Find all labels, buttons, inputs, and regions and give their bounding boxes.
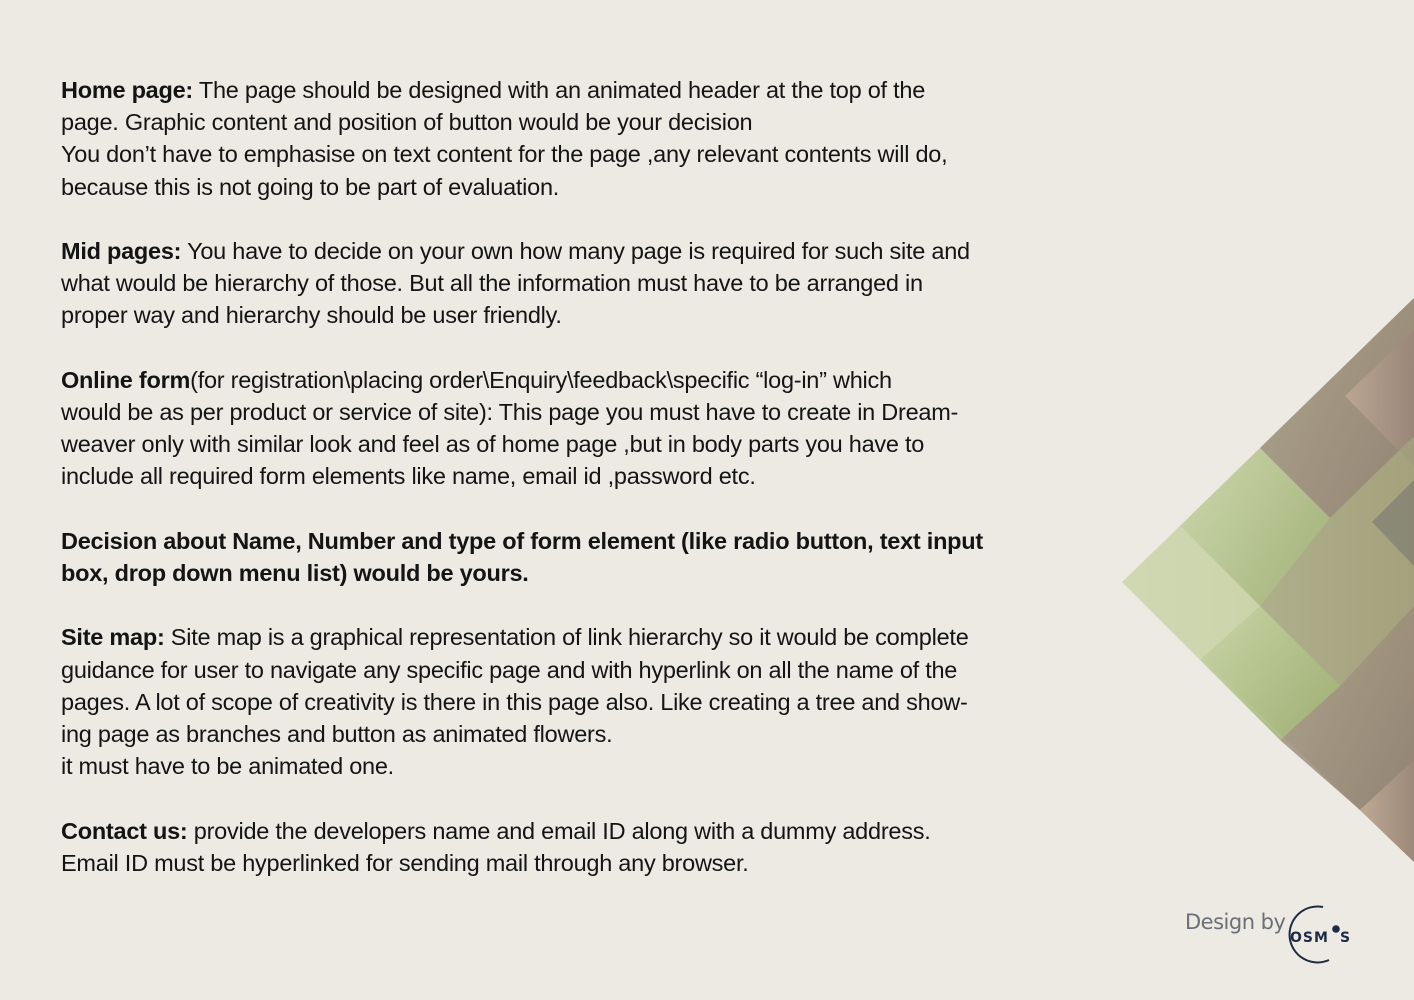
mid-pages-text: You have to decide on your own how many page is required for such site and — [181, 238, 970, 264]
site-map-text: Site map is a graphical representation of link hierarchy so it would be complete — [164, 624, 969, 651]
mid-pages-heading: Mid pages: — [61, 238, 182, 264]
design-by-label: Design by — [1185, 910, 1286, 934]
home-page-text: The page should be designed with an animated header at the top of the — [193, 77, 926, 103]
contact-us-text: provide the developers name and email ID along with a dummy address. — [187, 817, 931, 844]
home-page-text: You don’t have to emphasise on text content for the page ,any relevant contents will do, — [61, 141, 948, 168]
section-contact-us — [61, 815, 1071, 879]
mid-pages-text: what would be hierarchy of those. But all the information must have to be arranged in — [61, 270, 923, 297]
section-decision — [61, 525, 1071, 589]
online-form-text: would be as per product or service of site): This page you must have to create in Dream- — [61, 399, 959, 425]
home-page-text: because this is not going to be part of evaluation. — [61, 173, 560, 200]
online-form-text: (for registration\placing order\Enquiry\feedback\specific “log-in” which — [190, 366, 892, 393]
section-site-map — [61, 621, 1071, 782]
decision-text: box, drop down menu list) would be yours. — [61, 560, 529, 586]
mid-pages-text: proper way and hierarchy should be user friendly. — [61, 302, 562, 329]
svg-text:S: S — [1340, 930, 1351, 946]
decision-text: Decision about Name, Number and type of form element (like radio button, text input — [61, 527, 983, 554]
section-mid-pages — [61, 235, 1071, 332]
site-map-heading: Site map: — [61, 624, 165, 651]
osmos-logo — [1279, 902, 1359, 966]
section-online-form — [61, 364, 1071, 493]
decorative-diamond-graphic — [1110, 290, 1414, 870]
online-form-text: weaver only with similar look and feel as of home page ,but in body parts you have to — [61, 431, 925, 458]
contact-us-heading: Contact us: — [61, 817, 188, 844]
svg-text:OSM: OSM — [1290, 930, 1329, 946]
site-map-text: ing page as branches and button as animated flowers. — [61, 721, 613, 747]
contact-us-text: Email ID must be hyperlinked for sending mail through any browser. — [61, 849, 749, 876]
home-page-heading: Home page: — [61, 77, 193, 103]
document-body — [61, 74, 1071, 879]
online-form-heading: Online form — [61, 366, 191, 393]
home-page-text: page. Graphic content and position of button would be your decision — [61, 109, 753, 136]
online-form-text: include all required form elements like name, email id ,password etc. — [61, 463, 756, 490]
site-map-text: guidance for user to navigate any specific page and with hyperlink on all the name of the — [61, 656, 958, 683]
site-map-text: it must have to be animated one. — [61, 753, 394, 780]
section-home-page — [61, 74, 1071, 203]
design-credit — [1185, 902, 1365, 966]
site-map-text: pages. A lot of scope of creativity is there in this page also. Like creating a tree and show- — [61, 688, 968, 715]
